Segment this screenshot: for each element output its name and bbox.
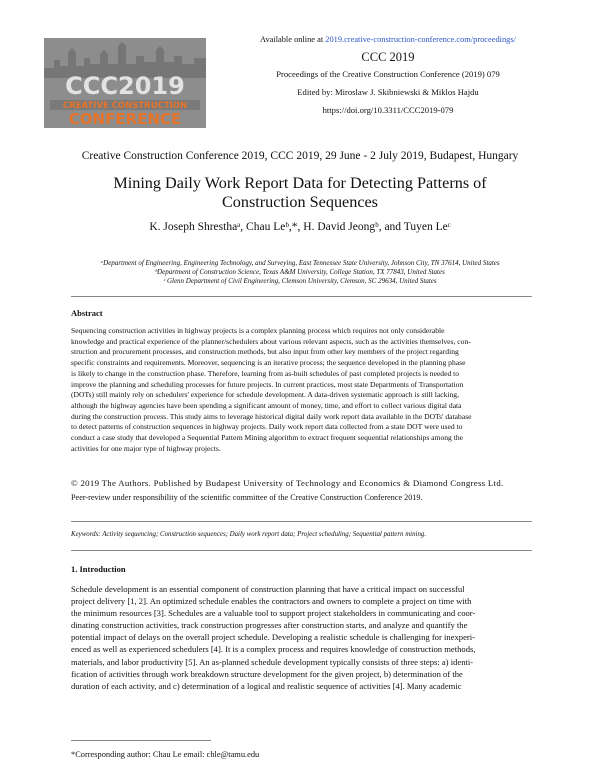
conference-line: Creative Construction Conference 2019, CCC 2019, 29 June - 2 July 2019, Budapest, Hungary	[81, 150, 519, 162]
intro-line: potential impact of delays on the overall project schedule. Developing a realistic schedule is challenging for inexperi-	[71, 632, 476, 643]
affiliation-a: ᵃDepartment of Engineering, Engineering Technology, and Surveying, East Tennessee State University, Johnson City, TN 37614, United States	[100, 259, 500, 267]
abstract-line: activities for one major type of highway projects.	[71, 443, 221, 453]
intro-line: the minimum resources [3]. Schedules are a valuable tool to support project stakeholders in communicating and coor-	[71, 608, 476, 619]
intro-line: duration of each activity, and c) determination of a logical and realistic sequence of activities [4]. Many academic	[71, 680, 462, 691]
available-online	[208, 34, 568, 45]
proceedings-line: Proceedings of the Creative Construction Conference (2019) 079	[276, 69, 500, 79]
available-prefix: Available online at	[260, 35, 326, 44]
divider-keywords-top	[71, 521, 532, 522]
author-list: K. Joseph Shresthaᵃ, Chau Leᵇ,*, H. David Jeongᵇ, and Tuyen Leᶜ	[149, 221, 451, 233]
corresponding-author-footnote: *Corresponding author: Chau Le email: chle@tamu.edu	[71, 750, 260, 759]
footnote-divider	[71, 740, 211, 741]
abstract-line: specific constraints and requirements. Moreover, sequencing is an iterative process; the sequence developed in the planning phase	[71, 358, 466, 368]
abstract-line: struction and procurement processes, and construction methods, but also input from other key members of the project regarding	[71, 347, 459, 357]
doi-link[interactable]: https://doi.org/10.3311/CCC2019-079	[322, 105, 454, 115]
abstract-line: knowledge and practical experience of the planner/schedulers about various relevant aspects, such as the activities themselves, con-	[71, 336, 471, 346]
abstract-line: Sequencing construction activities in highway projects is a complex planning process which requires not only considerable	[71, 326, 445, 335]
abstract-line: conduct a case study that developed a Sequential Pattern Mining algorithm to extract frequent sequential relationships among the	[71, 433, 464, 443]
divider-top	[71, 296, 532, 297]
conference-short: CCC 2019	[361, 50, 415, 64]
peer-review-note: Peer-review under responsibility of the scientific committee of the Creative Construction Conference 2019.	[71, 493, 423, 502]
abstract-line: is likely to change in the construction phase. Therefore, learning from as-built schedules of past completed projects is needed to	[71, 368, 460, 378]
abstract-line: although the highway agencies have been spending a significant amount of money, time, and effort to collect various digital data	[71, 400, 462, 410]
abstract-heading: Abstract	[71, 308, 103, 318]
affiliation-b: ᵇDepartment of Construction Science, Texas A&M University, College Station, TX 77843, United States	[155, 268, 445, 276]
logo-line1: CREATIVE CONSTRUCTION	[62, 101, 188, 111]
section-heading-introduction: 1. Introduction	[71, 564, 126, 574]
copyright-notice: © 2019 The Authors. Published by Budapest University of Technology and Economics & Diamond Congress Ltd.	[71, 478, 504, 488]
abstract-line: improve the planning and scheduling processes for future projects. In current practices, most state Departments of Transportation	[71, 379, 464, 389]
introduction-body	[71, 583, 532, 692]
logo-big-text: CCC2019	[65, 72, 185, 100]
conference-logo	[44, 38, 206, 128]
intro-line: project delivery [1, 2]. An optimized schedule enables the contractors and owners to complete a project on time with	[71, 596, 472, 607]
intro-line: fication of activities through work breakdown structure development for the given project, b) determination of the	[71, 668, 463, 679]
affiliation-c: ᶜ Glenn Department of Civil Engineering, Clemson University, Clemson, SC 29634, United States	[163, 277, 437, 285]
proceedings-link[interactable]: 2019.creative-construction-conference.com/proceedings/	[325, 35, 516, 44]
divider-keywords-bottom	[71, 550, 532, 551]
logo-graphic	[44, 38, 206, 128]
logo-line2: CONFERENCE	[68, 110, 182, 128]
intro-line: dinating construction activities, track construction progresses after construction starts, and analyze and quantify the	[71, 620, 468, 631]
abstract-line: to detect patterns of construction sequences in highway projects. Daily work report data collected from a state DOT were used to	[71, 422, 463, 432]
keywords: Keywords: Activity sequencing; Construction sequences; Daily work report data; Project scheduling; Sequential pattern mining.	[71, 531, 427, 538]
abstract-line: (DOTs) still mainly rely on schedulers' experience for schedule development. A data-driven systematic approach is still lacking,	[71, 390, 460, 400]
intro-line: Schedule development is an essential component of construction planning that have a critical impact on successful	[71, 584, 465, 594]
paper-title: Mining Daily Work Report Data for Detecting Patterns of Construction Sequences	[113, 174, 487, 211]
abstract-line: during the construction process. This study aims to leverage historical digital daily work report data available in the DOTs' database	[71, 411, 472, 421]
intro-line: materials, and labor productivity [5]. An as-planned schedule development typically consists of three steps: a) identi-	[71, 656, 474, 667]
editors-line: Edited by: Miroslaw J. Skibniewski & Miklos Hajdu	[297, 87, 479, 97]
intro-line: enced as well as experienced schedulers [4]. It is a complex process and requires knowledge of construction methods,	[71, 644, 476, 655]
abstract-body	[71, 326, 532, 454]
